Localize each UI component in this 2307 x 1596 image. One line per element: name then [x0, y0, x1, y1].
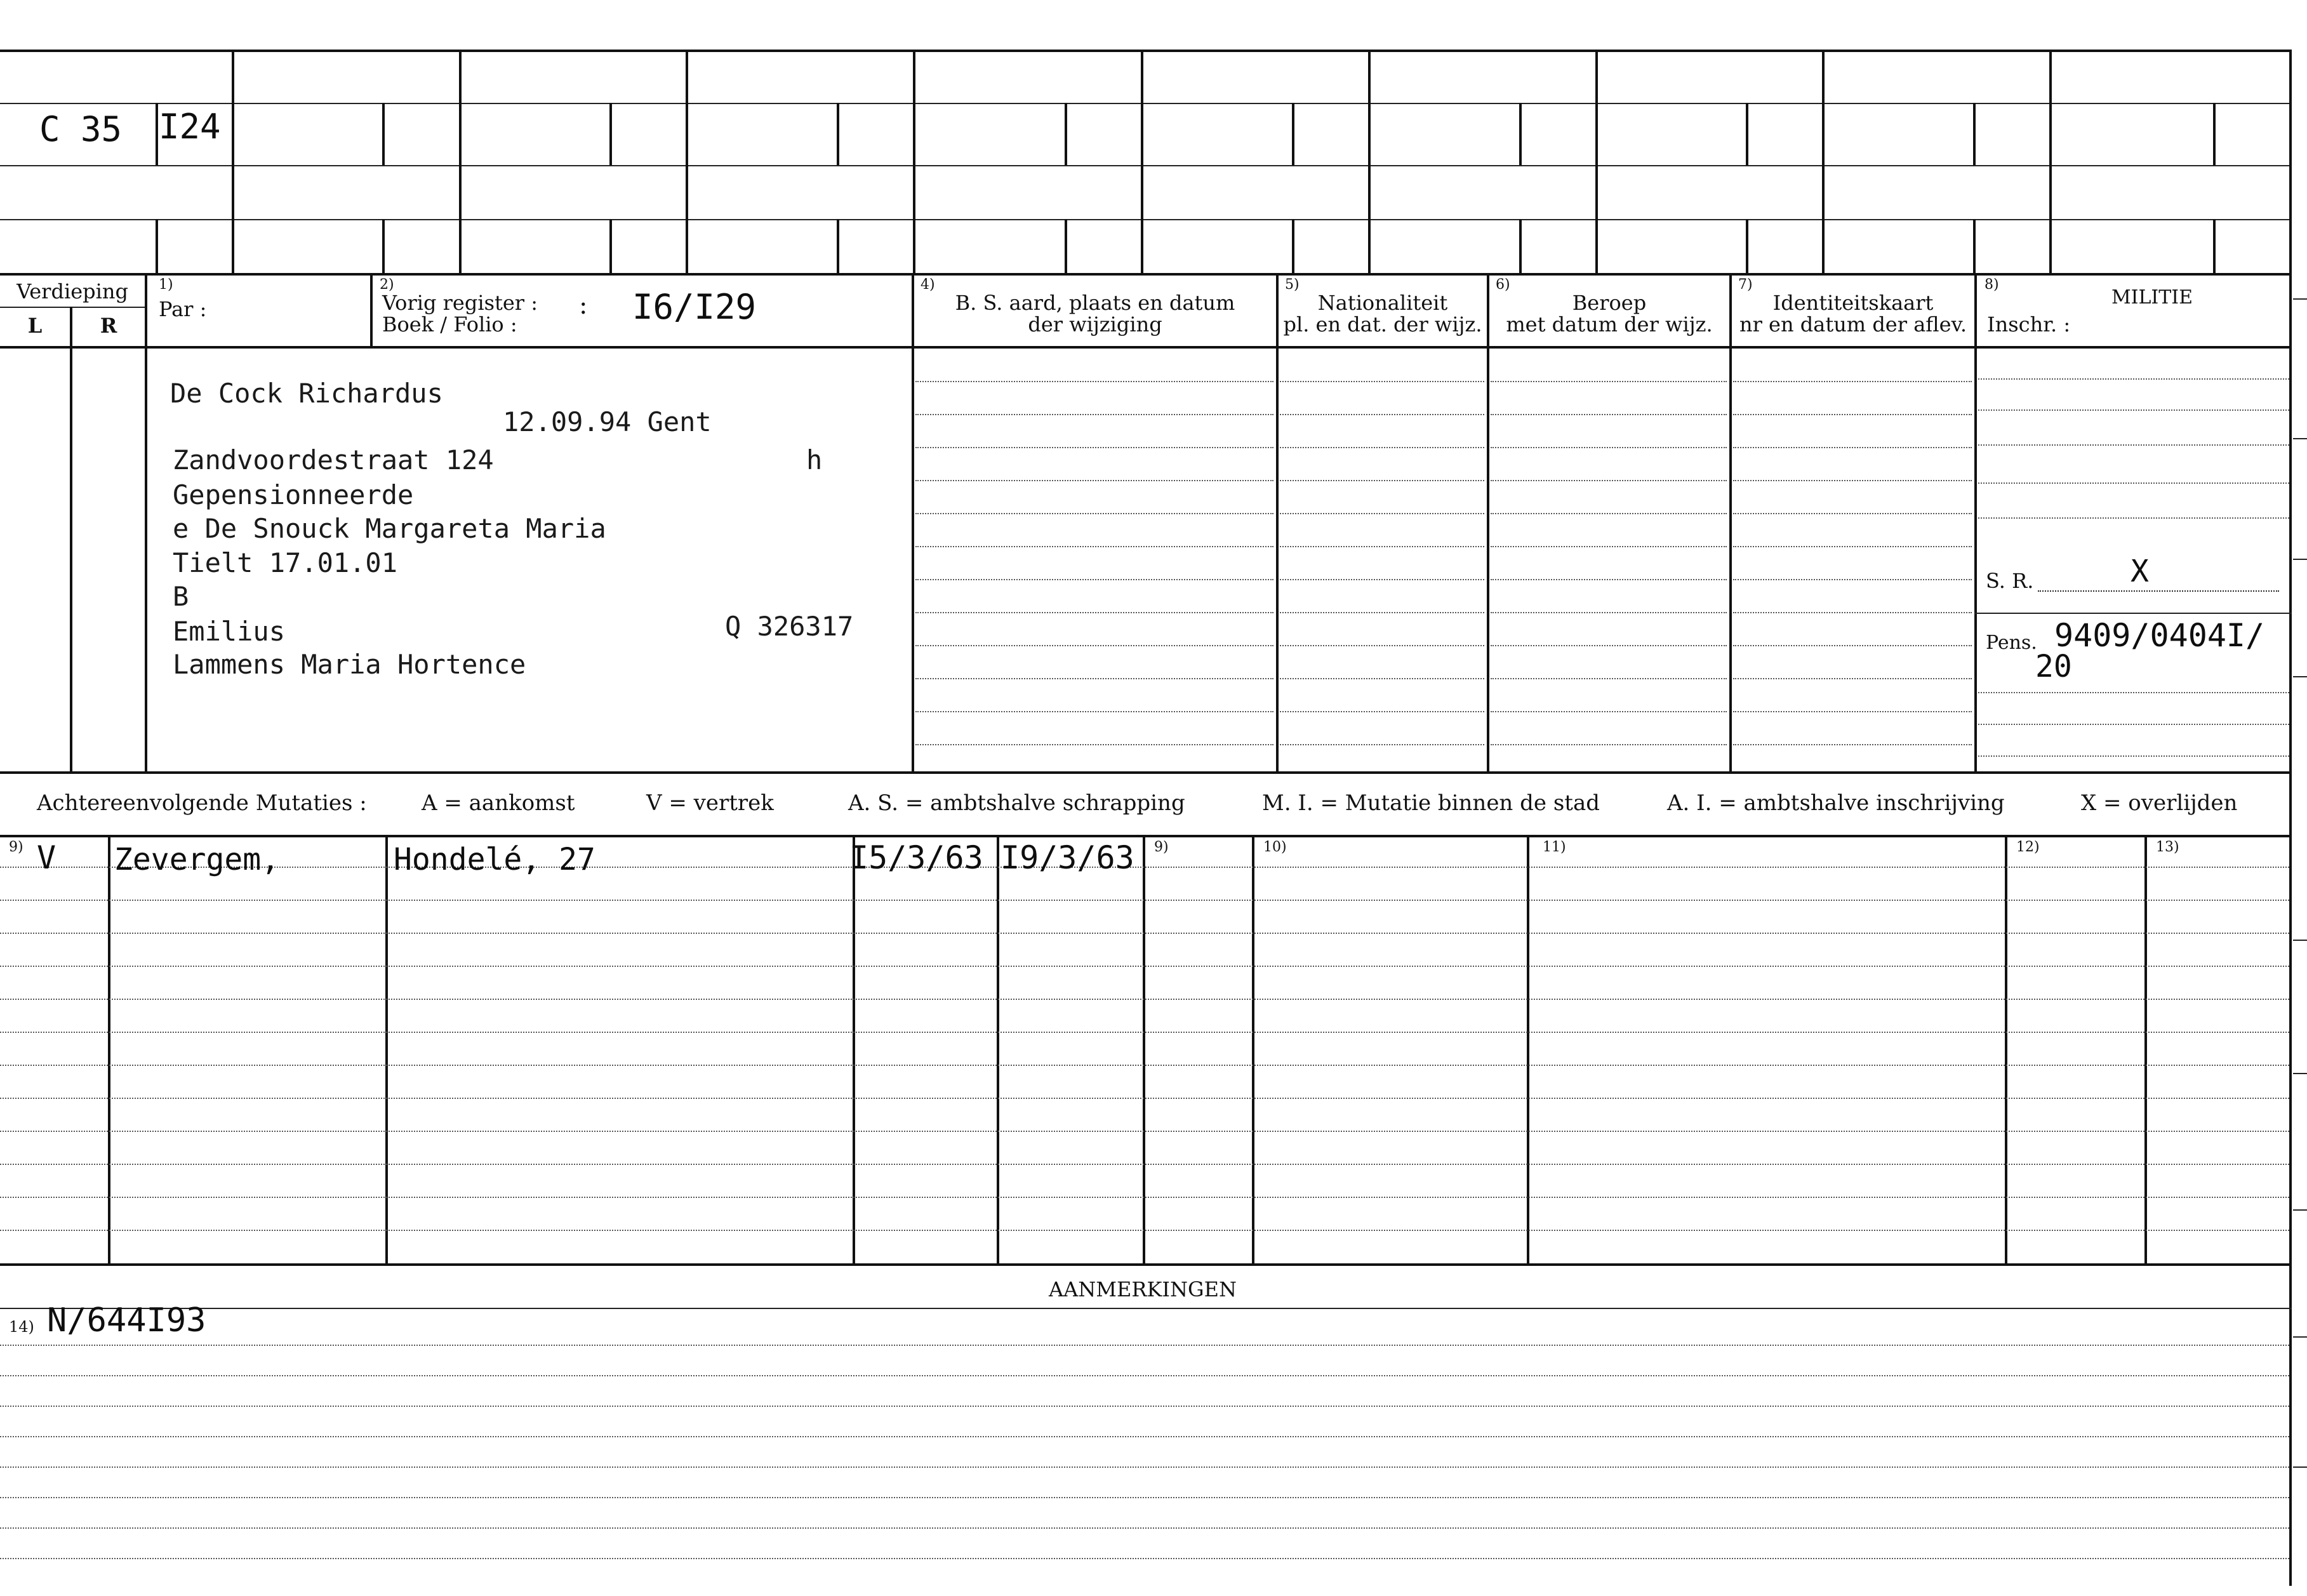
ruling-line [0, 1406, 2289, 1407]
edge-tick [2293, 940, 2307, 941]
ruling-line [1491, 414, 1727, 415]
card-right-border [2289, 50, 2292, 1586]
ruling-line [1491, 480, 1727, 481]
ruling-line [0, 900, 2289, 901]
militie-num: 8) [1985, 277, 1999, 293]
ruling-line [1280, 612, 1484, 613]
index-code: C 35 [39, 109, 123, 149]
sr-label: S. R. [1986, 569, 2034, 593]
beroep-label-2: met datum der wijz. [1506, 312, 1713, 336]
ruling-line [1491, 711, 1727, 712]
top-grid-subcol [1292, 103, 1294, 165]
ruling-line [1733, 744, 1972, 745]
ruling-line [915, 711, 1273, 712]
ruling-line [1280, 513, 1484, 514]
vorig-label-2: Boek / Folio : [382, 312, 517, 336]
spouse: e De Snouck Margareta Maria [173, 513, 606, 544]
sr-value: X [2131, 554, 2149, 589]
address: Zandvoordestraat 124 [173, 444, 494, 475]
ruling-line [1733, 678, 1972, 679]
ruling-line [1978, 378, 2289, 380]
legend-overlijden: X = overlijden [2081, 790, 2238, 816]
top-grid-subcol [1292, 219, 1294, 273]
edge-tick [2293, 559, 2307, 560]
legend-ambtshalve-schrapping: A. S. = ambtshalve schrapping [848, 790, 1185, 816]
par-label: Par : [159, 297, 207, 321]
top-grid-subcol [382, 219, 385, 273]
top-grid-col [1368, 50, 1371, 273]
ruling-line [915, 381, 1273, 382]
main-col-divider [370, 273, 373, 346]
top-grid-col [459, 50, 462, 273]
id-label-1: Identiteitskaart [1772, 291, 1934, 315]
ruling-line [1280, 711, 1484, 712]
id-number: Q 326317 [725, 611, 854, 642]
pens-label: Pens. [1986, 632, 2037, 654]
ruling-line [1978, 724, 2289, 725]
ruling-line [0, 1375, 2289, 1376]
mut-col-9b: 9) [1154, 839, 1169, 855]
top-grid-col [1141, 50, 1143, 273]
top-grid-subcol [837, 103, 839, 165]
id-label-2: nr en datum der aflev. [1739, 312, 1967, 336]
edge-tick [2293, 438, 2307, 439]
ruling-line [0, 966, 2289, 967]
militie-divider [1974, 613, 2292, 614]
b-mark: B [173, 581, 189, 612]
par-num: 1) [159, 277, 173, 293]
pens-value-1: 9409/0404I/ [2054, 617, 2265, 654]
ruling-line [0, 1527, 2289, 1529]
top-grid-row-3 [0, 219, 2292, 220]
ruling-line [1280, 744, 1484, 745]
vorig-label-1: Vorig register : [382, 291, 538, 315]
ruling-line [0, 1497, 2289, 1498]
ruling-line [915, 447, 1273, 448]
ruling-line [0, 1345, 2289, 1346]
top-grid-col [686, 50, 688, 273]
ruling-line [1733, 579, 1972, 580]
bs-label-1: B. S. aard, plaats en datum [955, 291, 1235, 315]
mutatie-place: Zevergem, [114, 842, 280, 877]
verdieping-divider [0, 307, 145, 308]
mutaties-title: Achtereenvolgende Mutaties : [37, 790, 367, 816]
ruling-line [915, 744, 1273, 745]
top-grid-row-1 [0, 103, 2292, 104]
edge-tick [2293, 1336, 2307, 1338]
ruling-line [1491, 645, 1727, 646]
top-grid-subcol [156, 219, 158, 273]
ruling-line [0, 1230, 2289, 1231]
militie-inschr: Inschr. : [1987, 312, 2071, 336]
top-grid-subcol [837, 219, 839, 273]
legend-aankomst: A = aankomst [422, 790, 575, 816]
ruling-line [915, 546, 1273, 547]
top-grid-subcol [1746, 219, 1748, 273]
mutatie-street: Hondelé, 27 [394, 842, 595, 877]
edge-tick [2293, 676, 2307, 677]
ruling-line [0, 1065, 2289, 1066]
index-number: I24 [159, 107, 221, 147]
ruling-line [1491, 513, 1727, 514]
birth-date-place: 12.09.94 Gent [503, 406, 712, 437]
main-col-divider [912, 273, 914, 771]
ruling-line [0, 1197, 2289, 1198]
mut-col-11: 11) [1543, 839, 1566, 855]
person-name: De Cock Richardus [170, 378, 443, 409]
ruling-line [1280, 546, 1484, 547]
top-grid-row-2 [0, 165, 2292, 166]
h-mark: h [806, 444, 823, 475]
pens-value-2: 20 [2035, 649, 2072, 684]
ruling-line [1491, 579, 1727, 580]
ruling-line [915, 513, 1273, 514]
mother-name: Lammens Maria Hortence [173, 649, 526, 680]
ruling-line [1733, 612, 1972, 613]
top-grid-subcol [1065, 103, 1067, 165]
mutaties-top [0, 835, 2292, 837]
top-grid-subcol [156, 103, 158, 165]
aanmerkingen-value: N/644I93 [47, 1301, 206, 1340]
aanmerkingen-title: AANMERKINGEN [1049, 1277, 1237, 1301]
top-grid-subcol [1973, 219, 1976, 273]
ruling-line [1978, 409, 2289, 411]
sr-underline [2038, 590, 2279, 592]
mut-col-10: 10) [1263, 839, 1287, 855]
aanmerkingen-num: 14) [9, 1318, 34, 1336]
ruling-line [0, 1558, 2289, 1559]
ruling-line [0, 999, 2289, 1000]
top-grid-subcol [1746, 103, 1748, 165]
ruling-line [1491, 612, 1727, 613]
father-name: Emilius [173, 616, 286, 647]
ruling-line [1733, 513, 1972, 514]
ruling-line [1978, 444, 2289, 446]
mutatie-date-2: I9/3/63 [1001, 839, 1134, 876]
verdieping-left: L [27, 314, 43, 338]
main-col-divider [1729, 273, 1732, 771]
ruling-line [1978, 692, 2289, 693]
mutaties-bottom [0, 1263, 2292, 1266]
main-section-bottom [0, 771, 2292, 774]
mutatie-date-1: I5/3/63 [849, 839, 983, 876]
ruling-line [0, 1032, 2289, 1033]
ruling-line [915, 645, 1273, 646]
top-grid-col [1595, 50, 1598, 273]
id-num: 7) [1738, 277, 1753, 293]
top-grid-col [232, 50, 234, 273]
ruling-line [1491, 678, 1727, 679]
occupation: Gepensionneerde [173, 479, 414, 510]
ruling-line [0, 1098, 2289, 1099]
ruling-line [1280, 645, 1484, 646]
top-grid-subcol [609, 219, 612, 273]
ruling-line [1280, 678, 1484, 679]
ruling-line [0, 1164, 2289, 1165]
ruling-line [0, 1131, 2289, 1132]
verdieping-right: R [100, 314, 117, 338]
mut-col-12: 12) [2016, 839, 2040, 855]
top-border [0, 50, 2292, 52]
ruling-line [1280, 579, 1484, 580]
nat-num: 5) [1285, 277, 1300, 293]
legend-vertrek: V = vertrek [646, 790, 774, 816]
ruling-line [1978, 517, 2289, 519]
main-col-divider [1974, 273, 1977, 771]
bs-num: 4) [921, 277, 935, 293]
vorig-colon: : [579, 291, 588, 320]
top-grid-subcol [1519, 103, 1522, 165]
ruling-line [1978, 755, 2289, 757]
beroep-label-1: Beroep [1572, 291, 1647, 315]
main-col-divider [1276, 273, 1279, 771]
top-grid-col [913, 50, 915, 273]
militie-title: MILITIE [2111, 286, 2193, 309]
vorig-value: I6/I29 [632, 287, 757, 327]
ruling-line [0, 1466, 2289, 1468]
top-grid-subcol [1973, 103, 1976, 165]
main-col-divider [145, 273, 147, 771]
ruling-line [1280, 414, 1484, 415]
ruling-line [1491, 744, 1727, 745]
ruling-line [1733, 711, 1972, 712]
top-grid-bottom [0, 273, 2292, 276]
ruling-line [0, 933, 2289, 934]
top-grid-col [1822, 50, 1825, 273]
ruling-line [1280, 381, 1484, 382]
ruling-line [915, 414, 1273, 415]
ruling-line [1733, 645, 1972, 646]
mut-col-9: 9) [9, 839, 23, 855]
top-grid-subcol [2213, 103, 2216, 165]
bs-label-2: der wijziging [1028, 312, 1162, 336]
spouse-birth: Tielt 17.01.01 [173, 547, 398, 578]
ruling-line [1733, 447, 1972, 448]
top-grid-subcol [382, 103, 385, 165]
legend-mutatie-stad: M. I. = Mutatie binnen de stad [1262, 790, 1600, 816]
verdieping-label: Verdieping [17, 279, 128, 303]
top-grid-subcol [1519, 219, 1522, 273]
main-col-divider [1487, 273, 1489, 771]
beroep-num: 6) [1496, 277, 1510, 293]
mut-col-13: 13) [2156, 839, 2179, 855]
nat-label-1: Nationaliteit [1317, 291, 1448, 315]
ruling-line [1733, 480, 1972, 481]
top-grid-col [2049, 50, 2052, 273]
ruling-line [0, 867, 2289, 868]
top-grid-subcol [609, 103, 612, 165]
verdieping-lr-divider [70, 307, 72, 771]
legend-ambtshalve-inschrijving: A. I. = ambtshalve inschrijving [1667, 790, 2005, 816]
ruling-line [915, 678, 1273, 679]
top-grid-subcol [2213, 219, 2216, 273]
ruling-line [1491, 546, 1727, 547]
ruling-line [1491, 447, 1727, 448]
edge-tick [2293, 1466, 2307, 1468]
edge-tick [2293, 1209, 2307, 1211]
ruling-line [915, 480, 1273, 481]
mutatie-type: V [37, 839, 57, 876]
edge-tick [2293, 298, 2307, 300]
ruling-line [1733, 546, 1972, 547]
ruling-line [1733, 381, 1972, 382]
vorig-num: 2) [380, 277, 394, 293]
ruling-line [0, 1436, 2289, 1437]
ruling-line [1280, 480, 1484, 481]
top-grid-subcol [1065, 219, 1067, 273]
ruling-line [915, 579, 1273, 580]
edge-tick [2293, 1073, 2307, 1074]
ruling-line [1733, 414, 1972, 415]
ruling-line [1978, 482, 2289, 484]
ruling-line [915, 612, 1273, 613]
ruling-line [1491, 381, 1727, 382]
ruling-line [1280, 447, 1484, 448]
nat-label-2: pl. en dat. der wijz. [1283, 312, 1482, 336]
main-header-bottom [0, 346, 2292, 349]
aanmerkingen-header-line [0, 1308, 2292, 1309]
